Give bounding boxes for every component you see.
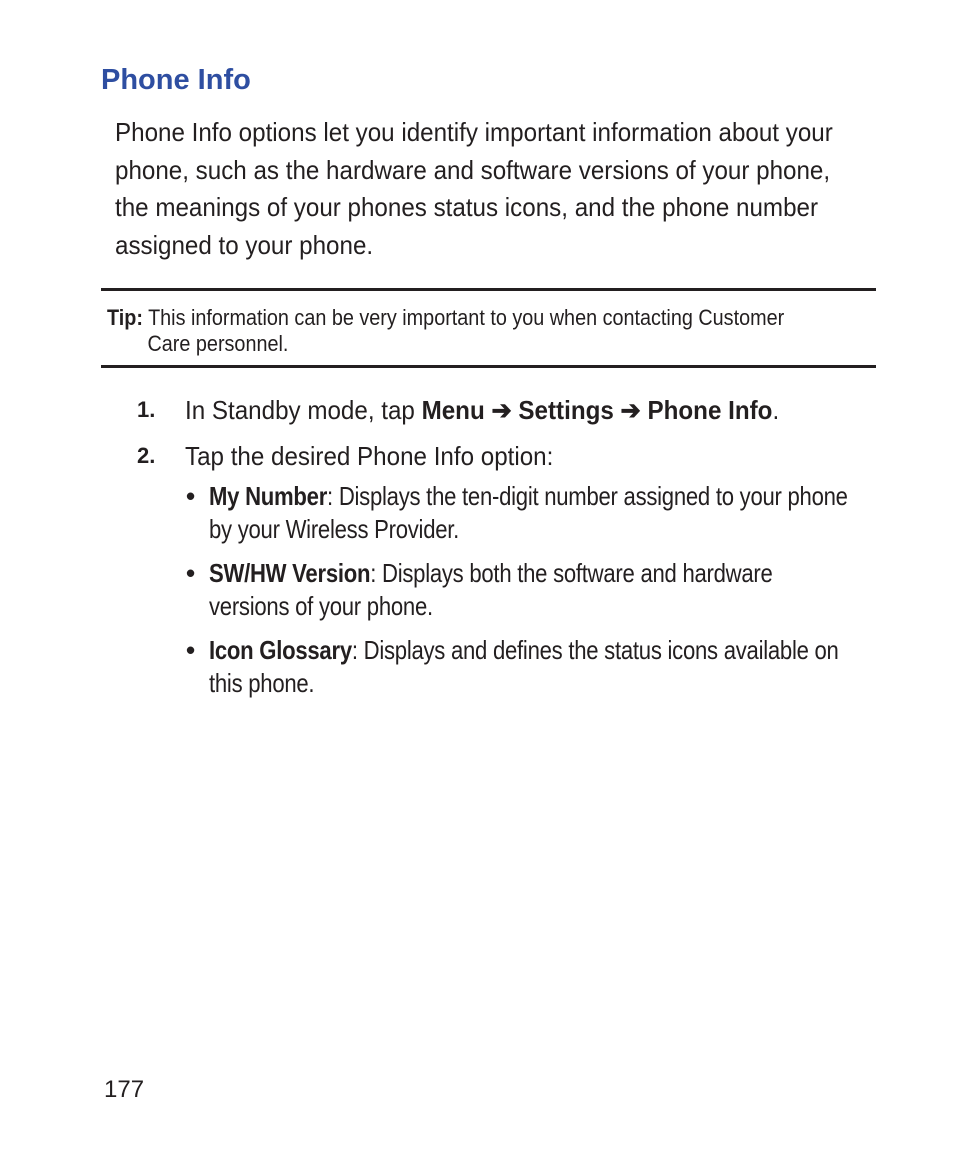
option-my-number — [186, 480, 886, 546]
menu-keyword: Menu — [421, 395, 485, 425]
page-number: 177 — [104, 1076, 145, 1103]
option-sw-hw-version — [186, 557, 886, 623]
tip-box — [101, 288, 876, 368]
settings-keyword: Settings — [518, 395, 614, 425]
option-description: : Displays and defines the status icons available on this phone. — [209, 635, 839, 698]
arrow-icon: ➔ — [484, 395, 519, 425]
option-body — [209, 480, 855, 546]
options-list — [186, 480, 886, 711]
option-name: Icon Glossary — [209, 635, 352, 665]
option-name: SW/HW Version — [209, 558, 371, 588]
step-suffix: . — [772, 395, 780, 425]
option-body — [209, 634, 855, 700]
bullet-icon: • — [186, 558, 196, 588]
tip-line-2: Care personnel. — [147, 331, 289, 356]
option-body — [209, 557, 855, 623]
step-prefix: In Standby mode, tap — [185, 395, 422, 425]
option-icon-glossary — [186, 634, 886, 700]
intro-paragraph: Phone Info options let you identify important information about your phone, such as the hardware and software versions of your phone, the meanings of your phones status icons, and the phone number assigned to your phone. — [115, 117, 833, 260]
bullet-icon: • — [186, 481, 196, 511]
phone-info-keyword: Phone Info — [647, 395, 773, 425]
tip-text — [107, 305, 845, 357]
step-2 — [137, 438, 897, 484]
steps-list — [137, 392, 897, 484]
step-number: 1. — [137, 397, 156, 422]
tip-label: Tip: — [107, 305, 143, 330]
step-1 — [137, 392, 897, 438]
arrow-icon: ➔ — [613, 395, 648, 425]
bullet-icon: • — [186, 635, 196, 665]
step-text — [185, 392, 779, 428]
option-description: : Displays both the software and hardware versions of your phone. — [209, 558, 773, 621]
tip-line-1: This information can be very important to you when contacting Customer — [148, 305, 785, 330]
step-number: 2. — [137, 443, 156, 468]
step-text: Tap the desired Phone Info option: — [185, 441, 554, 471]
section-title: Phone Info — [101, 64, 251, 96]
option-name: My Number — [209, 481, 328, 511]
option-description: : Displays the ten-digit number assigned to your phone by your Wireless Provider. — [209, 481, 848, 544]
